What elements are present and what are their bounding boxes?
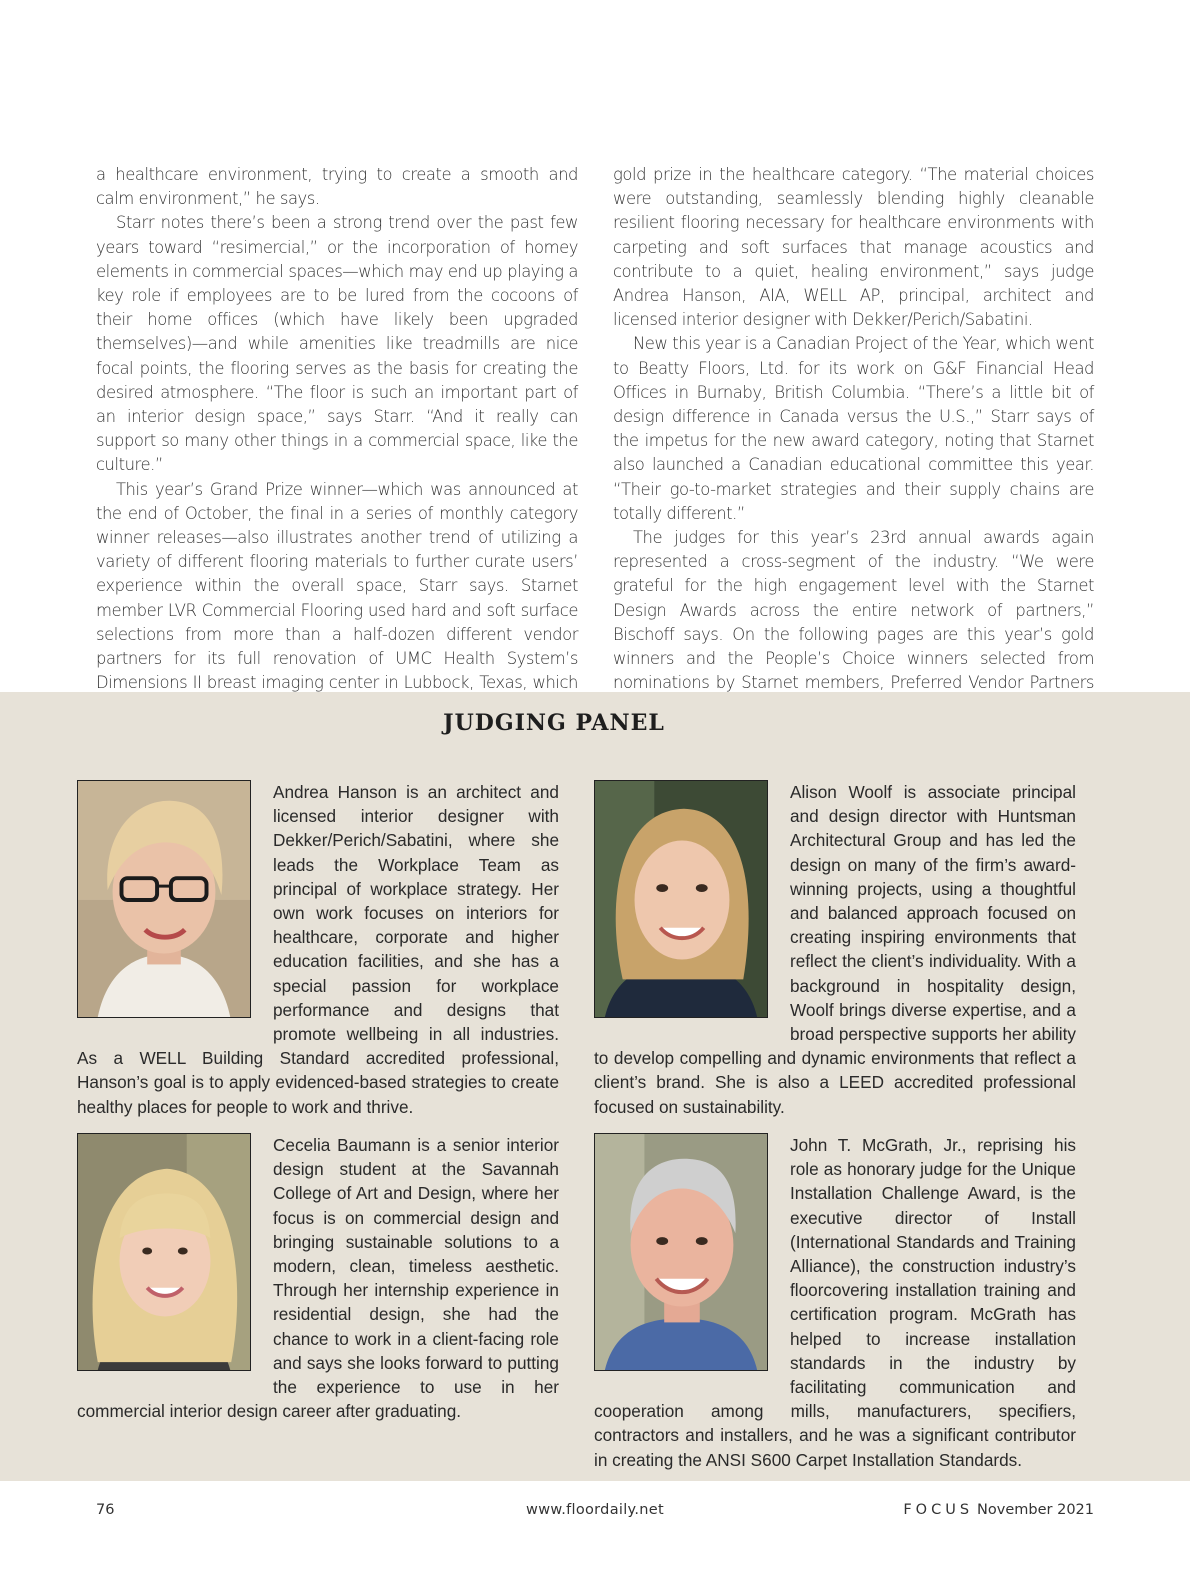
article-paragraph: New this year is a Canadian Project of the Year, which went to Beatty Floors, Ltd. for its work on G&F Financial Head Offices in Burnaby, British Columbia. “There’s a little bit of design difference in Canada versus the U.S.,” Starr says of the impetus for the new award category, noting that Starnet also launched a Canadian educational committee this year. “Their go-to-market strategies and their supply chains are totally different.” — [613, 334, 1094, 523]
judge-bio: John T. McGrath, Jr., reprising his role as honorary judge for the Unique Installation Challenge Award, is the executive director of Install (International Standards and Training Alliance), the construction industry’s floorcovering installation training and certification program. McGrath has helped to increase installation standards in the industry by facilitating communication and cooperation among mills, manufacturers, specifiers, contractors and installers, and he was a significant contributor in creating the ANSI S600 Carpet Installation Standards. — [594, 1135, 1076, 1470]
article-paragraph: gold prize in the healthcare category. “The material choices were outstanding, seamlessly blending highly cleanable resilient flooring necessary for healthcare environments with carpeting and soft surfaces that manage acoustics and contribute to a quiet, healing environment,” says judge Andrea Hanson, AIA, WELL AP, principal, architect and licensed interior designer with Dekker/Perich/Sabatini. — [613, 165, 1094, 330]
page-number: 76 — [96, 1502, 115, 1518]
page-footer — [96, 1502, 1094, 1526]
article-paragraph-last — [613, 526, 1094, 720]
judge-card-andrea-hanson — [77, 780, 559, 1119]
judge-photo-john-mcgrath — [594, 1133, 768, 1371]
site-url: www.floordaily.net — [526, 1502, 664, 1518]
judge-card-alison-woolf — [594, 780, 1076, 1119]
magazine-name: FOCUS — [903, 1502, 974, 1518]
article-paragraph: a healthcare environment, trying to create a smooth and calm environment,” he says. — [96, 165, 578, 209]
judge-card-cecelia-baumann — [77, 1133, 559, 1423]
article-column-right — [613, 163, 1094, 720]
judge-card-john-mcgrath — [594, 1133, 1076, 1472]
article-column-left — [96, 163, 578, 720]
judge-bio: Alison Woolf is associate principal and design director with Huntsman Architectural Group and has led the design on many of the firm’s award-winning projects, using a thoughtful and balanced approach focused on creating inspiring environments that reflect the client’s individuality. With a background in hospitality design, Woolf brings diverse expertise, and a broad perspective supports her ability to develop compelling and dynamic environments that reflect a client’s brand. She is also a LEED accredited professional focused on sustainability. — [594, 782, 1076, 1117]
article-paragraph-text: The judges for this year’s 23rd annual awards again represented a cross-segment of the industry. “We were grateful for the high engagement level with the Starnet Design Awards across the entire network of partners,” Bischoff says. On the following pages are this year’s gold winners and the People’s Choice winners selected from nominations by Starnet members, Preferred Vendor Partners — [613, 528, 1094, 693]
judge-bio: Cecelia Baumann is a senior interior design student at the Savannah College of Art and Design, where her focus is on commercial design and bringing sustainable solutions to a modern, clean, timeless aesthetic. Through her internship experience in residential design, she had the chance to work in a client-facing role and says she looks forward to putting the experience to use in her commercial interior design career after graduating. — [77, 1135, 559, 1422]
issue-date: November 2021 — [977, 1502, 1094, 1518]
article-paragraph: This year’s Grand Prize winner—which was announced at the end of October, the final in a series of monthly category winner releases—also illustrates another trend of utilizing a variety of different flooring materials to further curate users’ experience within the overall space, Starr says. Starnet member LVR Commercial Flooring used hard and soft surface selections from more than a half-dozen different vendor partners for its full renovation of UMC Health System’s Dimensions II breast imaging center in Lubbock, Texas, which — [96, 479, 578, 693]
article-paragraph: Starr notes there’s been a strong trend over the past few years toward “resimercial,” or the incorporation of homey elements in commercial spaces—which may end up playing a key role if employees are to be lured from the cocoons of their home offices (which have likely been upgraded themselves)—and while amenities like treadmills are nice focal points, the flooring serves as the basis for creating the desired atmosphere. “The floor is such an important part of an interior design space,” says Starr. “And it really can support so many other things in a commercial space, like the culture.” — [96, 213, 578, 475]
judging-panel — [0, 692, 1190, 1481]
judge-photo-cecelia-baumann — [77, 1133, 251, 1371]
issue-label — [903, 1502, 1094, 1518]
judge-bio: Andrea Hanson is an architect and licensed interior designer with Dekker/Perich/Sabatini, where she leads the Workplace Team as principal of workplace strategy. Her own work focuses on interiors for healthcare, corporate and higher education facilities, and she has a special passion for workplace performance and designs that promote wellbeing in all industries. As a WELL Building Standard accredited professional, Hanson’s goal is to apply evidenced-based strategies to create healthy places for people to work and thrive. — [77, 782, 559, 1117]
panel-title: JUDGING PANEL — [443, 710, 665, 736]
judge-photo-alison-woolf — [594, 780, 768, 1018]
judge-photo-andrea-hanson — [77, 780, 251, 1018]
